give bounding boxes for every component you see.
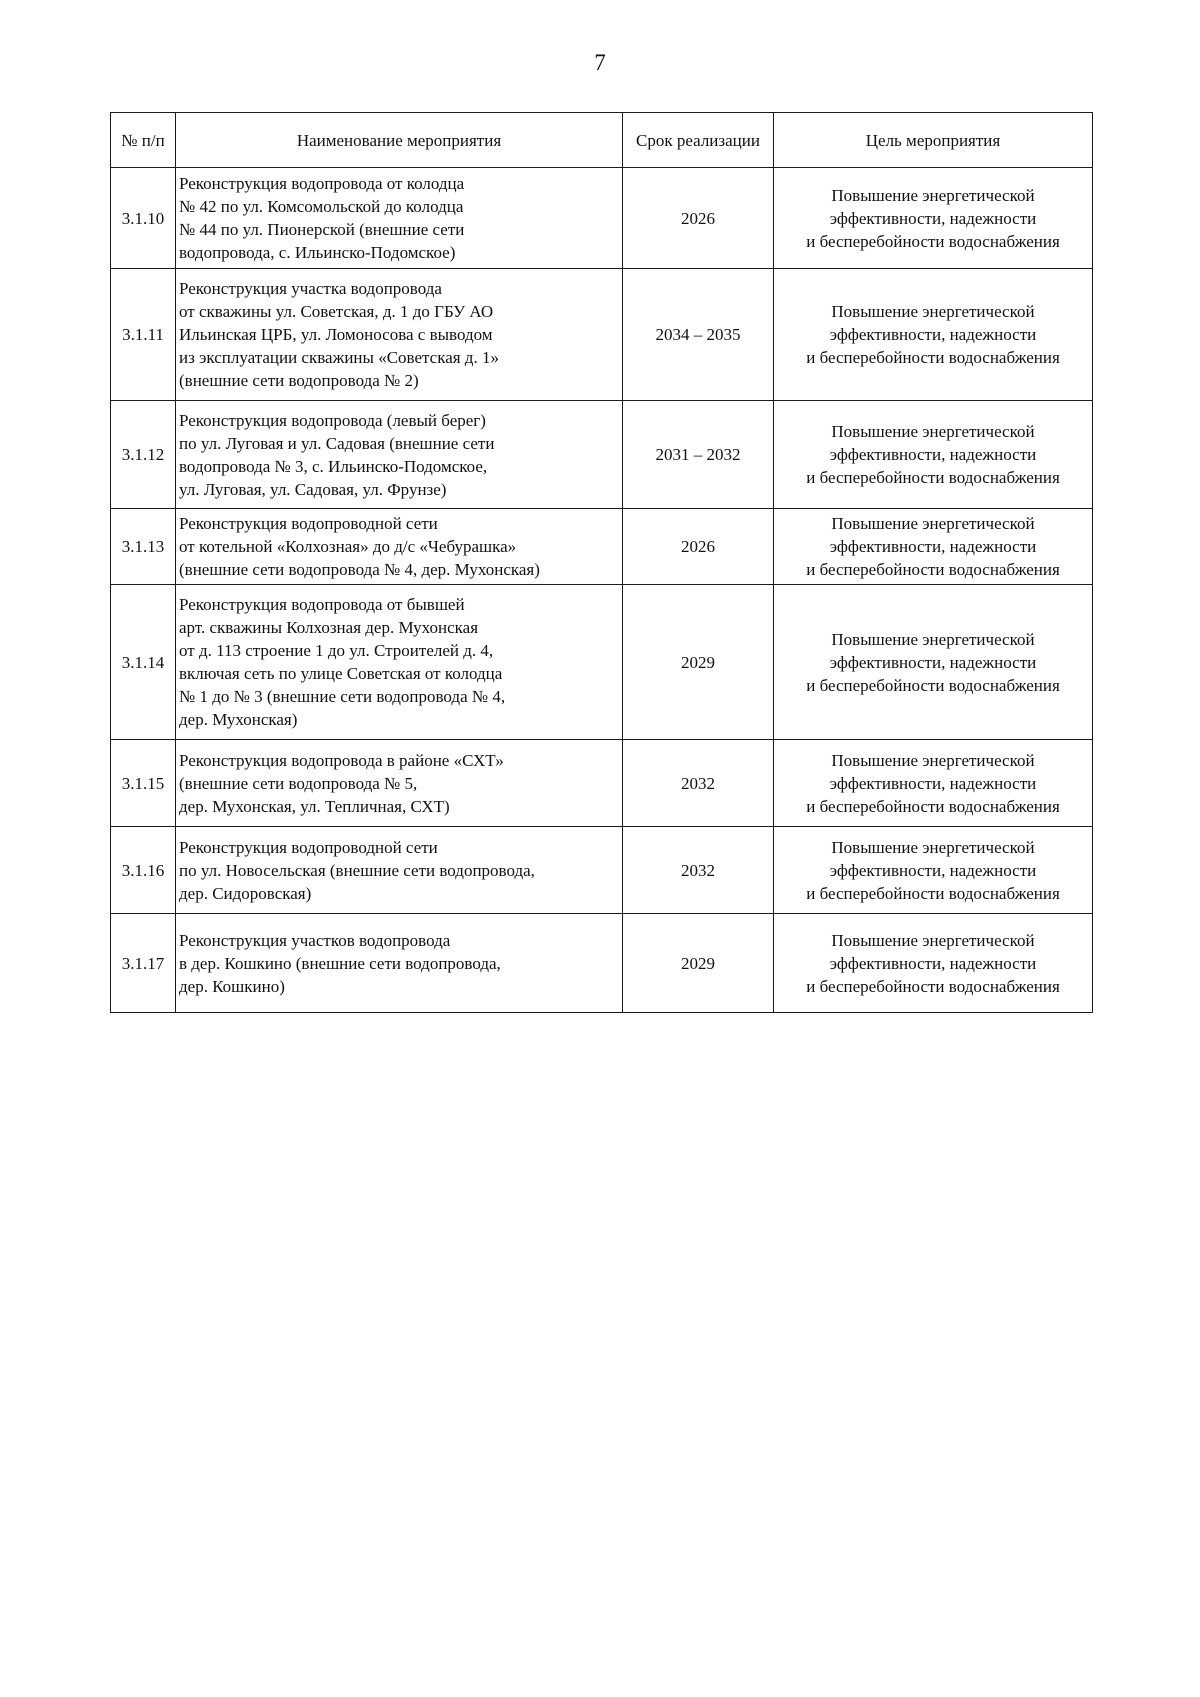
- goal-line: Повышение энергетической: [831, 629, 1035, 649]
- measure-name-line: Реконструкция водопровода (левый берег): [179, 410, 486, 430]
- implementation-term: 2026: [623, 168, 774, 269]
- measure-goal: [774, 585, 1093, 740]
- measure-name-line: дер. Сидоровская): [179, 883, 312, 903]
- table-row: [111, 269, 1093, 401]
- measure-name-line: Ильинская ЦРБ, ул. Ломоносова с выводом: [179, 325, 493, 344]
- measure-name-line: дер. Кошкино): [179, 976, 285, 996]
- measure-name: [176, 269, 623, 401]
- goal-line: эффективности, надежности: [829, 537, 1037, 556]
- measure-goal: [774, 509, 1093, 585]
- header-number: № п/п: [111, 113, 176, 168]
- implementation-term: 2029: [623, 585, 774, 740]
- measures-table: [110, 112, 1093, 1013]
- measure-name-line: водопровода № 3, с. Ильинско-Подомское,: [179, 456, 488, 476]
- goal-line: эффективности, надежности: [829, 953, 1037, 973]
- goal-line: Повышение энергетической: [831, 750, 1035, 770]
- measure-name-line: дер. Мухонская, ул. Тепличная, СХТ): [179, 796, 450, 816]
- goal-line: и бесперебойности водоснабжения: [806, 348, 1060, 367]
- row-number: 3.1.13: [111, 509, 176, 585]
- measure-name-line: Реконструкция водопровода от колодца: [179, 174, 465, 193]
- implementation-term: 2034 – 2035: [623, 269, 774, 401]
- row-number: 3.1.16: [111, 827, 176, 914]
- implementation-term: 2029: [623, 914, 774, 1013]
- measure-name: [176, 509, 623, 585]
- table-row: [111, 914, 1093, 1013]
- measure-name-line: в дер. Кошкино (внешние сети водопровода,: [179, 953, 501, 973]
- measure-name: [176, 740, 623, 827]
- table-row: [111, 740, 1093, 827]
- measure-goal: [774, 740, 1093, 827]
- row-number: 3.1.10: [111, 168, 176, 269]
- table-row: [111, 168, 1093, 269]
- measure-name-line: (внешние сети водопровода № 4, дер. Мухонская): [179, 560, 540, 579]
- measure-name-line: Реконструкция водопроводной сети: [179, 837, 438, 857]
- implementation-term: 2032: [623, 740, 774, 827]
- goal-line: и бесперебойности водоснабжения: [806, 468, 1060, 487]
- measure-name-line: от д. 113 строение 1 до ул. Строителей д. 4,: [179, 641, 494, 660]
- measure-name-line: из эксплуатации скважины «Советская д. 1»: [179, 348, 499, 367]
- measure-name-line: Реконструкция участка водопровода: [179, 279, 442, 298]
- goal-line: и бесперебойности водоснабжения: [806, 560, 1060, 579]
- measure-goal: [774, 827, 1093, 914]
- goal-line: и бесперебойности водоснабжения: [806, 796, 1060, 816]
- measure-name-line: (внешние сети водопровода № 5,: [179, 773, 418, 793]
- goal-line: и бесперебойности водоснабжения: [806, 883, 1060, 903]
- row-number: 3.1.17: [111, 914, 176, 1013]
- measure-name-line: от скважины ул. Советская, д. 1 до ГБУ АО: [179, 302, 494, 321]
- goal-line: и бесперебойности водоснабжения: [806, 976, 1060, 996]
- table-row: [111, 585, 1093, 740]
- measure-goal: [774, 914, 1093, 1013]
- measure-goal: [774, 168, 1093, 269]
- measure-name-line: ул. Луговая, ул. Садовая, ул. Фрунзе): [179, 479, 447, 499]
- goal-line: Повышение энергетической: [831, 185, 1035, 205]
- measure-name-line: Реконструкция водопроводной сети: [179, 514, 438, 533]
- goal-line: эффективности, надежности: [829, 652, 1037, 672]
- measure-name: [176, 585, 623, 740]
- goal-line: Повышение энергетической: [831, 514, 1035, 533]
- measure-name-line: Реконструкция водопровода от бывшей: [179, 595, 465, 614]
- measure-name: [176, 827, 623, 914]
- measure-name-line: арт. скважины Колхозная дер. Мухонская: [179, 618, 479, 637]
- goal-line: Повышение энергетической: [831, 930, 1035, 950]
- table-header-row: [111, 113, 1093, 168]
- header-measure-name: Наименование мероприятия: [176, 113, 623, 168]
- header-term: Срок реализации: [623, 113, 774, 168]
- measure-name-line: включая сеть по улице Советская от колодца: [179, 664, 503, 683]
- measure-name-line: № 42 по ул. Комсомольской до колодца: [179, 197, 464, 216]
- measure-name-line: № 44 по ул. Пионерской (внешние сети: [179, 220, 465, 239]
- goal-line: Повышение энергетической: [831, 837, 1035, 857]
- table-row: [111, 827, 1093, 914]
- measure-name: [176, 914, 623, 1013]
- measure-name-line: Реконструкция водопровода в районе «СХТ»: [179, 750, 504, 770]
- row-number: 3.1.11: [111, 269, 176, 401]
- measure-name-line: от котельной «Колхозная» до д/с «Чебурашка»: [179, 537, 517, 556]
- goal-line: эффективности, надежности: [829, 860, 1037, 880]
- measure-goal: [774, 269, 1093, 401]
- measure-name-line: № 1 до № 3 (внешние сети водопровода № 4,: [179, 687, 506, 706]
- implementation-term: 2026: [623, 509, 774, 585]
- goal-line: Повышение энергетической: [831, 302, 1035, 321]
- table-row: [111, 509, 1093, 585]
- row-number: 3.1.14: [111, 585, 176, 740]
- goal-line: и бесперебойности водоснабжения: [806, 231, 1060, 251]
- row-number: 3.1.12: [111, 401, 176, 509]
- goal-line: эффективности, надежности: [829, 325, 1037, 344]
- goal-line: и бесперебойности водоснабжения: [806, 675, 1060, 695]
- measure-name-line: по ул. Новосельская (внешние сети водопровода,: [179, 860, 535, 880]
- measure-name-line: дер. Мухонская): [179, 710, 298, 729]
- measure-name: [176, 168, 623, 269]
- goal-line: эффективности, надежности: [829, 773, 1037, 793]
- header-goal: Цель мероприятия: [774, 113, 1093, 168]
- goal-line: эффективности, надежности: [829, 445, 1037, 464]
- goal-line: эффективности, надежности: [829, 208, 1037, 228]
- measure-name-line: водопровода, с. Ильинско-Подомское): [179, 243, 456, 262]
- page-number: 7: [594, 50, 606, 75]
- measure-name-line: Реконструкция участков водопровода: [179, 930, 451, 950]
- implementation-term: 2032: [623, 827, 774, 914]
- measure-name: [176, 401, 623, 509]
- measure-name-line: по ул. Луговая и ул. Садовая (внешние сети: [179, 433, 495, 453]
- implementation-term: 2031 – 2032: [623, 401, 774, 509]
- measure-name-line: (внешние сети водопровода № 2): [179, 371, 419, 390]
- table-row: [111, 401, 1093, 509]
- goal-line: Повышение энергетической: [831, 422, 1035, 441]
- row-number: 3.1.15: [111, 740, 176, 827]
- measure-goal: [774, 401, 1093, 509]
